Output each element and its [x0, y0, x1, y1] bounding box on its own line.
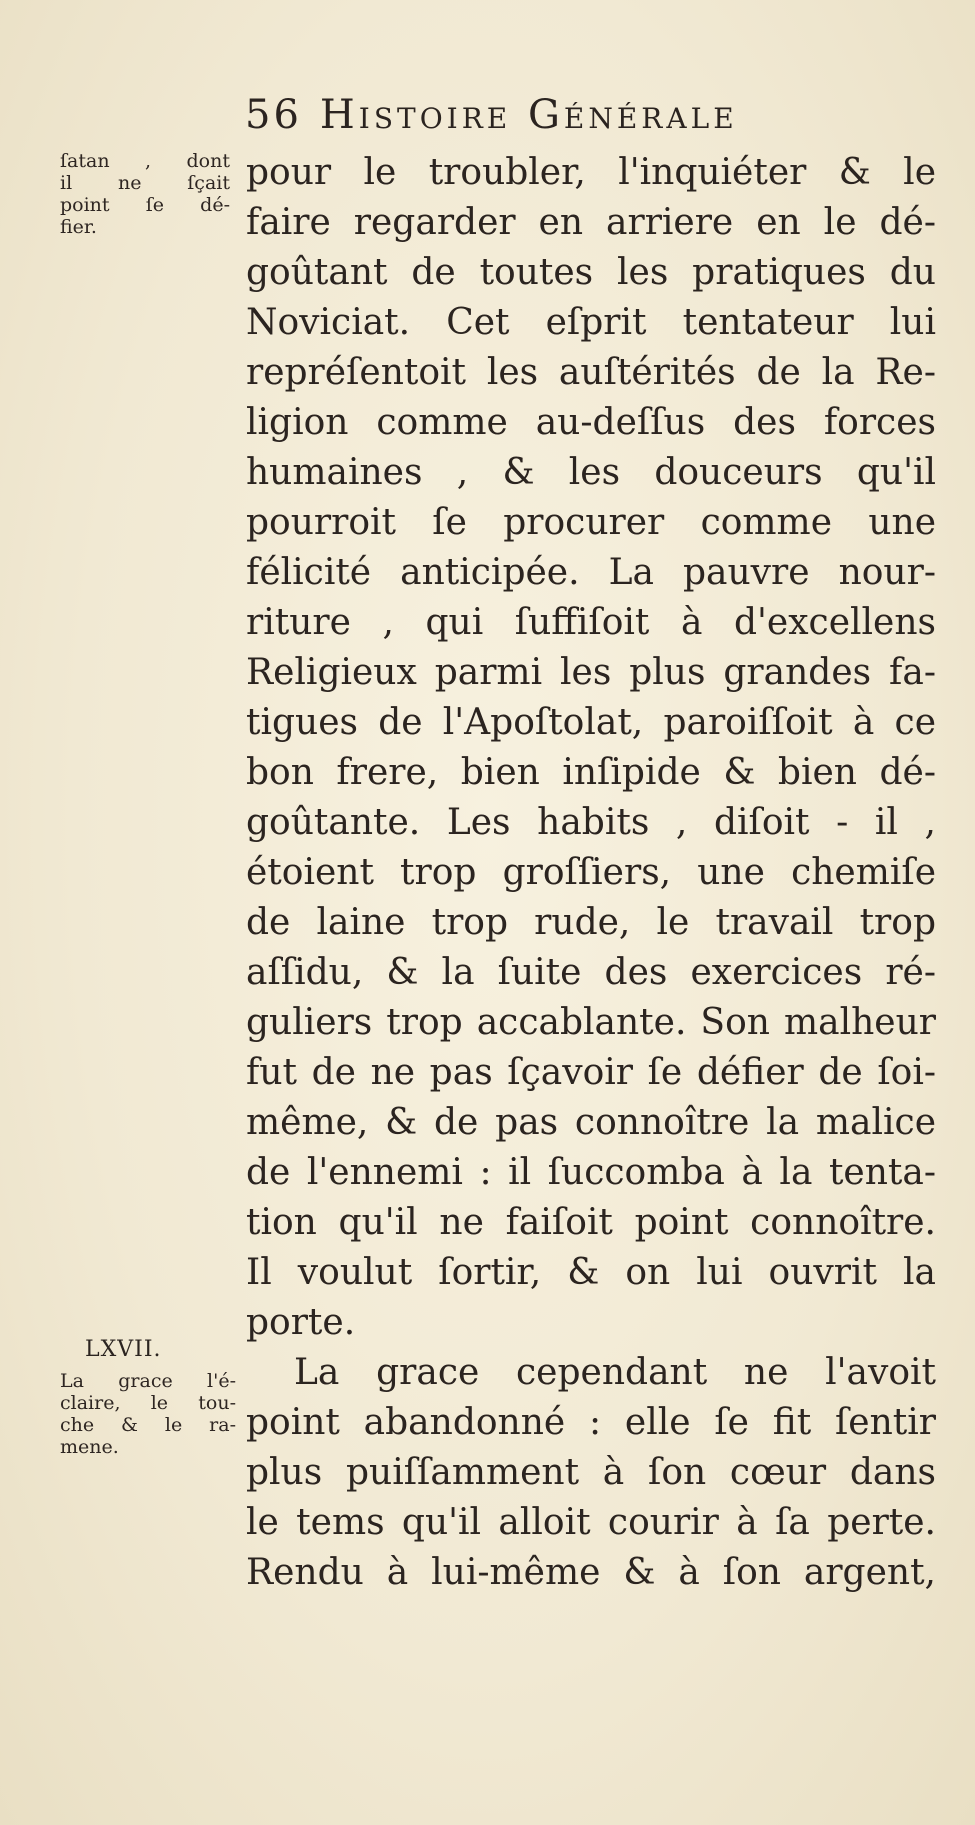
margin-note-line: che & le ra-	[60, 1414, 236, 1436]
text-line: de laine trop rude, le travail trop	[246, 902, 936, 943]
text-line: aſſidu, & la ſuite des exercices ré-	[246, 952, 936, 993]
text-line: tion qu'il ne faiſoit point connoître.	[246, 1202, 936, 1243]
text-line: félicité anticipée. La pauvre nour-	[246, 552, 936, 593]
text-line: repréſentoit les auſtérités de la Re-	[246, 352, 936, 393]
text-line: porte.	[246, 1302, 356, 1343]
text-line: faire regarder en arriere en le dé-	[246, 202, 936, 243]
text-line: humaines , & les douceurs qu'il	[246, 452, 936, 493]
text-line: riture , qui ſuffiſoit à d'excellens	[246, 602, 936, 643]
text-line: bon frere, bien inſipide & bien dé-	[246, 752, 936, 793]
text-line: goûtant de toutes les pratiques du	[246, 252, 936, 293]
margin-note-line: point ſe dé-	[60, 194, 230, 216]
text-line: pourroit ſe procurer comme une	[246, 502, 936, 543]
margin-note-line: ſatan , dont	[60, 150, 230, 172]
text-line: goûtante. Les habits , diſoit - il ,	[246, 802, 936, 843]
margin-note-satan	[60, 150, 230, 238]
text-line: guliers trop accablante. Son malheur	[246, 1002, 936, 1043]
text-line: fut de ne pas ſçavoir ſe défier de ſoi-	[246, 1052, 936, 1093]
text-line: étoient trop groſſiers, une chemiſe	[246, 852, 936, 893]
margin-note-line: il ne ſçait	[60, 172, 230, 194]
text-line: Noviciat. Cet eſprit tentateur lui	[246, 302, 936, 343]
text-line: de l'ennemi : il ſuccomba à la tenta-	[246, 1152, 936, 1193]
text-line: plus puiſſamment à ſon cœur dans	[246, 1452, 936, 1493]
text-line: tigues de l'Apoſtolat, paroiſſoit à ce	[246, 702, 936, 743]
text-line: même, & de pas connoître la malice	[246, 1102, 936, 1143]
margin-note-line: mene.	[60, 1436, 119, 1458]
text-line: La grace cependant ne l'avoit	[294, 1352, 936, 1393]
text-line: pour le troubler, l'inquiéter & le	[246, 152, 936, 193]
section-number: LXVII.	[85, 1337, 162, 1362]
margin-note-grace	[60, 1370, 236, 1458]
text-line: Rendu à lui-même & à ſon argent,	[246, 1552, 936, 1593]
margin-note-line: fier.	[60, 216, 97, 238]
running-header	[245, 92, 738, 138]
running-title: Histoire Générale	[319, 92, 738, 138]
text-line: ligion comme au-deſſus des forces	[246, 402, 936, 443]
text-line: Religieux parmi les plus grandes fa-	[246, 652, 936, 693]
page-number: 56	[245, 92, 302, 138]
margin-note-line: La grace l'é-	[60, 1370, 236, 1392]
text-line: Il voulut ſortir, & on lui ouvrit la	[246, 1252, 936, 1293]
text-line: point abandonné : elle ſe fit ſentir	[246, 1402, 936, 1443]
text-line: le tems qu'il alloit courir à ſa perte.	[246, 1502, 936, 1543]
margin-note-line: claire, le tou-	[60, 1392, 236, 1414]
